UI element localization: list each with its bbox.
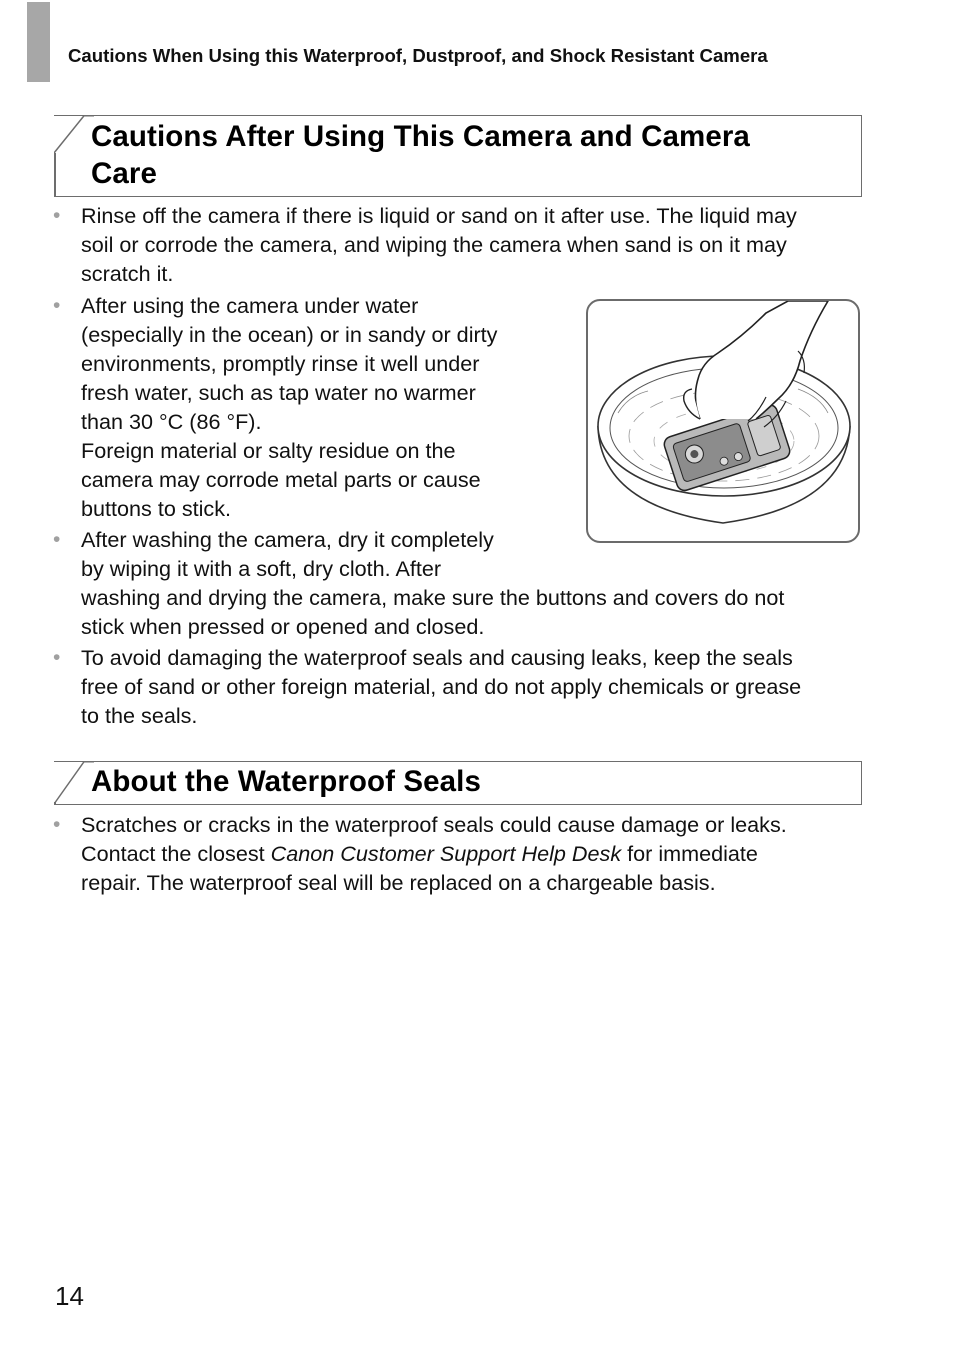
heading-notch-icon [54,115,94,155]
paragraph-seals: To avoid damaging the waterproof seals and causing leaks, keep the seals free of sand or other foreign material, and do not apply chemicals or grease to the seals. [81,645,802,728]
page-number: 14 [55,1281,84,1311]
section-heading-box-waterproof-seals [54,761,862,805]
bullet-marker: • [53,528,61,551]
help-desk-name: Canon Customer Support Help Desk [270,841,622,866]
running-header: Cautions When Using this Waterproof, Dustproof, and Shock Resistant Camera [68,45,768,66]
section-title-camera-care: Cautions After Using This Camera and Camera Care [91,120,750,190]
heading-box-left-border [54,153,56,197]
bullet-marker: • [53,294,61,317]
section-title-waterproof-seals: About the Waterproof Seals [91,765,481,798]
bullet-marker: • [53,646,61,669]
section-heading-box-camera-care [54,115,862,197]
paragraph-seal-damage: Scratches or cracks in the waterproof seals could cause damage or leaks. Contact the closest Canon Customer Support Help Desk for immediate repair. The waterproof seal will be replaced on a chargeable basis. [81,812,787,895]
heading-notch-icon [54,761,94,805]
heading-box-left-border [54,802,56,805]
rinse-camera-illustration [586,299,860,543]
bullet-marker: • [53,813,61,836]
paragraph-under-water: After using the camera under water (especially in the ocean) or in sandy or dirty environments, promptly rinse it well under fresh water, such as tap water no warmer than 30 °C (86 °F). Foreign material or salty residue on the camera may corrode metal parts or cause buttons to stick. [81,293,498,521]
paragraph-drying: After washing the camera, dry it completely by wiping it with a soft, dry cloth. After washing and drying the camera, make sure the buttons and covers do not stick when pressed or opened and closed. [81,527,785,639]
paragraph-rinse: Rinse off the camera if there is liquid or sand on it after use. The liquid may soil or corrode the camera, and wiping the camera when sand is on it may scratch it. [81,203,797,286]
bullet-marker: • [53,204,61,227]
bowl-and-camera-icon [588,301,858,541]
page-tab-marker [27,2,50,82]
